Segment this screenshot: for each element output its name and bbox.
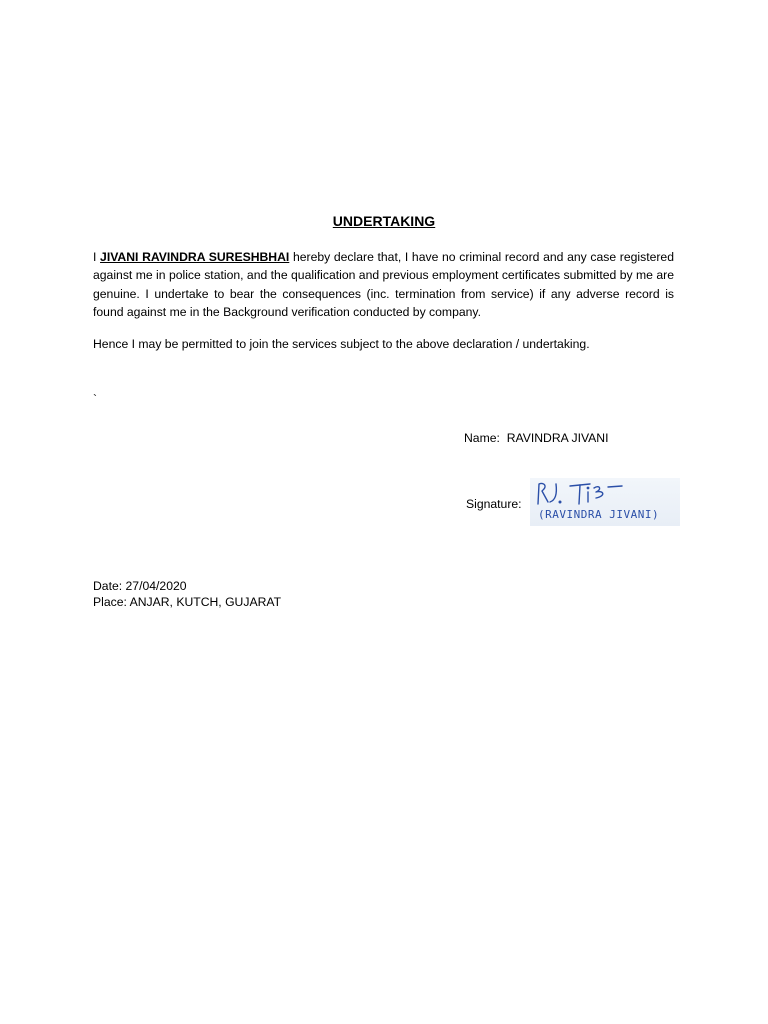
place-label: Place: bbox=[93, 595, 127, 609]
declaration-paragraph bbox=[93, 248, 674, 321]
paragraph-prefix: I bbox=[93, 250, 101, 264]
date-line bbox=[93, 578, 187, 594]
name-line bbox=[464, 430, 609, 446]
signature-label: Signature: bbox=[466, 497, 522, 511]
signature-written-name: (RAVINDRA JIVANI) bbox=[538, 508, 660, 521]
permission-paragraph: Hence I may be permitted to join the services subject to the above declaration / undertaking. bbox=[93, 337, 590, 351]
declarant-name: JIVANI RAVINDRA SURESHBHAI bbox=[100, 250, 290, 264]
name-value: RAVINDRA JIVANI bbox=[506, 431, 609, 445]
date-value: 27/04/2020 bbox=[125, 579, 187, 593]
name-label: Name: bbox=[464, 431, 500, 445]
date-label: Date: bbox=[93, 579, 123, 593]
declaration-text: hereby declare that, I have no criminal record and any case registered against me in police station, and the qualification and previous employment certificates submitted by me are genuine. I undertake to bear the consequences (inc. termination from service) if any adverse record is found against me in the Background verification conducted by company. bbox=[93, 250, 674, 319]
document-title: UNDERTAKING bbox=[332, 213, 436, 229]
signature-image bbox=[530, 478, 680, 526]
handwritten-signature-strokes bbox=[530, 478, 680, 508]
stray-mark: ` bbox=[93, 392, 97, 406]
place-line bbox=[93, 594, 281, 610]
place-value: ANJAR, KUTCH, GUJARAT bbox=[129, 595, 282, 609]
